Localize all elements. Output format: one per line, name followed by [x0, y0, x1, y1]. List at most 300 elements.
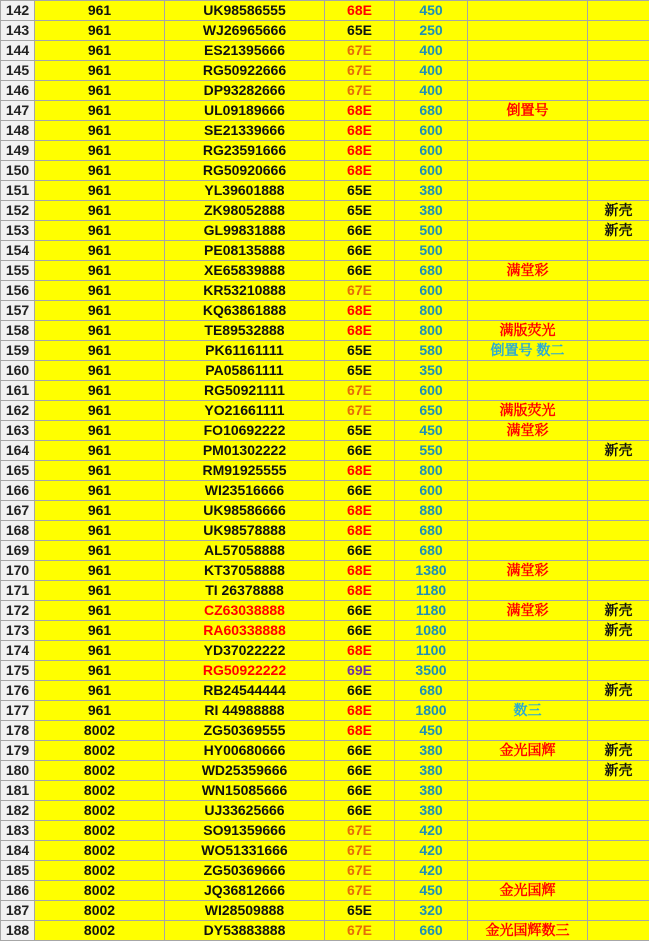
price-cell[interactable]: 650 [395, 401, 468, 421]
feature-cell[interactable] [468, 121, 588, 141]
feature-cell[interactable]: 满版荧光 [468, 321, 588, 341]
series-cell[interactable]: 961 [35, 461, 165, 481]
feature-cell[interactable] [468, 221, 588, 241]
feature-cell[interactable] [468, 541, 588, 561]
price-cell[interactable]: 880 [395, 501, 468, 521]
series-cell[interactable]: 961 [35, 321, 165, 341]
feature-cell[interactable]: 金光国辉 [468, 881, 588, 901]
serial-cell[interactable]: WJ26965666 [165, 21, 325, 41]
row-number[interactable]: 165 [1, 461, 35, 481]
series-cell[interactable]: 961 [35, 161, 165, 181]
serial-cell[interactable]: UJ33625666 [165, 801, 325, 821]
feature-cell[interactable] [468, 281, 588, 301]
grade-cell[interactable]: 66E [325, 441, 395, 461]
series-cell[interactable]: 961 [35, 661, 165, 681]
row-number[interactable]: 182 [1, 801, 35, 821]
price-cell[interactable]: 250 [395, 21, 468, 41]
price-cell[interactable]: 1800 [395, 701, 468, 721]
price-cell[interactable]: 420 [395, 841, 468, 861]
grade-cell[interactable]: 68E [325, 301, 395, 321]
note-cell[interactable] [588, 401, 649, 421]
serial-cell[interactable]: WD25359666 [165, 761, 325, 781]
feature-cell[interactable]: 倒置号 数二 [468, 341, 588, 361]
feature-cell[interactable]: 满堂彩 [468, 601, 588, 621]
series-cell[interactable]: 961 [35, 1, 165, 21]
grade-cell[interactable]: 67E [325, 861, 395, 881]
series-cell[interactable]: 961 [35, 301, 165, 321]
note-cell[interactable] [588, 921, 649, 941]
serial-cell[interactable]: ZG50369666 [165, 861, 325, 881]
note-cell[interactable] [588, 561, 649, 581]
serial-cell[interactable]: ZK98052888 [165, 201, 325, 221]
row-number[interactable]: 150 [1, 161, 35, 181]
row-number[interactable]: 174 [1, 641, 35, 661]
price-cell[interactable]: 1100 [395, 641, 468, 661]
price-cell[interactable]: 420 [395, 861, 468, 881]
serial-cell[interactable]: WN15085666 [165, 781, 325, 801]
price-cell[interactable]: 380 [395, 781, 468, 801]
grade-cell[interactable]: 67E [325, 381, 395, 401]
grade-cell[interactable]: 68E [325, 321, 395, 341]
grade-cell[interactable]: 66E [325, 761, 395, 781]
price-cell[interactable]: 3500 [395, 661, 468, 681]
grade-cell[interactable]: 66E [325, 741, 395, 761]
series-cell[interactable]: 8002 [35, 801, 165, 821]
serial-cell[interactable]: CZ63038888 [165, 601, 325, 621]
serial-cell[interactable]: KT37058888 [165, 561, 325, 581]
feature-cell[interactable] [468, 381, 588, 401]
serial-cell[interactable]: RA60338888 [165, 621, 325, 641]
price-cell[interactable]: 380 [395, 201, 468, 221]
series-cell[interactable]: 961 [35, 181, 165, 201]
note-cell[interactable] [588, 101, 649, 121]
serial-cell[interactable]: UK98586666 [165, 501, 325, 521]
note-cell[interactable] [588, 501, 649, 521]
series-cell[interactable]: 8002 [35, 901, 165, 921]
serial-cell[interactable]: RG50920666 [165, 161, 325, 181]
row-number[interactable]: 156 [1, 281, 35, 301]
note-cell[interactable] [588, 841, 649, 861]
row-number[interactable]: 157 [1, 301, 35, 321]
feature-cell[interactable] [468, 61, 588, 81]
grade-cell[interactable]: 67E [325, 881, 395, 901]
serial-cell[interactable]: FO10692222 [165, 421, 325, 441]
row-number[interactable]: 176 [1, 681, 35, 701]
note-cell[interactable] [588, 641, 649, 661]
note-cell[interactable]: 新壳 [588, 441, 649, 461]
feature-cell[interactable] [468, 681, 588, 701]
series-cell[interactable]: 961 [35, 121, 165, 141]
row-number[interactable]: 160 [1, 361, 35, 381]
serial-cell[interactable]: JQ36812666 [165, 881, 325, 901]
feature-cell[interactable] [468, 521, 588, 541]
serial-cell[interactable]: PM01302222 [165, 441, 325, 461]
note-cell[interactable] [588, 901, 649, 921]
grade-cell[interactable]: 68E [325, 521, 395, 541]
price-cell[interactable]: 450 [395, 1, 468, 21]
row-number[interactable]: 149 [1, 141, 35, 161]
series-cell[interactable]: 8002 [35, 861, 165, 881]
note-cell[interactable] [588, 121, 649, 141]
serial-cell[interactable]: GL99831888 [165, 221, 325, 241]
serial-cell[interactable]: TE89532888 [165, 321, 325, 341]
feature-cell[interactable]: 数三 [468, 701, 588, 721]
series-cell[interactable]: 961 [35, 501, 165, 521]
row-number[interactable]: 148 [1, 121, 35, 141]
row-number[interactable]: 155 [1, 261, 35, 281]
grade-cell[interactable]: 66E [325, 781, 395, 801]
serial-cell[interactable]: WI23516666 [165, 481, 325, 501]
note-cell[interactable] [588, 481, 649, 501]
feature-cell[interactable]: 满堂彩 [468, 261, 588, 281]
price-cell[interactable]: 1380 [395, 561, 468, 581]
series-cell[interactable]: 961 [35, 621, 165, 641]
series-cell[interactable]: 961 [35, 421, 165, 441]
grade-cell[interactable]: 65E [325, 361, 395, 381]
grade-cell[interactable]: 66E [325, 621, 395, 641]
feature-cell[interactable] [468, 161, 588, 181]
grade-cell[interactable]: 65E [325, 901, 395, 921]
feature-cell[interactable] [468, 781, 588, 801]
grade-cell[interactable]: 65E [325, 201, 395, 221]
grade-cell[interactable]: 68E [325, 461, 395, 481]
note-cell[interactable] [588, 361, 649, 381]
feature-cell[interactable] [468, 461, 588, 481]
row-number[interactable]: 161 [1, 381, 35, 401]
row-number[interactable]: 153 [1, 221, 35, 241]
feature-cell[interactable] [468, 481, 588, 501]
grade-cell[interactable]: 68E [325, 101, 395, 121]
serial-cell[interactable]: UL09189666 [165, 101, 325, 121]
serial-cell[interactable]: RM91925555 [165, 461, 325, 481]
price-cell[interactable]: 580 [395, 341, 468, 361]
note-cell[interactable] [588, 581, 649, 601]
row-number[interactable]: 144 [1, 41, 35, 61]
note-cell[interactable] [588, 261, 649, 281]
note-cell[interactable]: 新壳 [588, 741, 649, 761]
feature-cell[interactable] [468, 141, 588, 161]
series-cell[interactable]: 961 [35, 261, 165, 281]
row-number[interactable]: 177 [1, 701, 35, 721]
serial-cell[interactable]: RG50922666 [165, 61, 325, 81]
note-cell[interactable] [588, 241, 649, 261]
grade-cell[interactable]: 66E [325, 481, 395, 501]
note-cell[interactable]: 新壳 [588, 681, 649, 701]
row-number[interactable]: 185 [1, 861, 35, 881]
series-cell[interactable]: 961 [35, 681, 165, 701]
price-cell[interactable]: 350 [395, 361, 468, 381]
row-number[interactable]: 172 [1, 601, 35, 621]
note-cell[interactable] [588, 461, 649, 481]
serial-cell[interactable]: YL39601888 [165, 181, 325, 201]
series-cell[interactable]: 961 [35, 81, 165, 101]
row-number[interactable]: 175 [1, 661, 35, 681]
grade-cell[interactable]: 66E [325, 241, 395, 261]
series-cell[interactable]: 961 [35, 361, 165, 381]
feature-cell[interactable] [468, 801, 588, 821]
series-cell[interactable]: 961 [35, 561, 165, 581]
serial-cell[interactable]: KQ63861888 [165, 301, 325, 321]
feature-cell[interactable] [468, 901, 588, 921]
grade-cell[interactable]: 68E [325, 501, 395, 521]
row-number[interactable]: 169 [1, 541, 35, 561]
price-cell[interactable]: 450 [395, 881, 468, 901]
series-cell[interactable]: 961 [35, 41, 165, 61]
row-number[interactable]: 163 [1, 421, 35, 441]
series-cell[interactable]: 961 [35, 441, 165, 461]
feature-cell[interactable] [468, 201, 588, 221]
serial-cell[interactable]: WI28509888 [165, 901, 325, 921]
row-number[interactable]: 170 [1, 561, 35, 581]
feature-cell[interactable]: 满堂彩 [468, 561, 588, 581]
note-cell[interactable] [588, 721, 649, 741]
note-cell[interactable]: 新壳 [588, 621, 649, 641]
feature-cell[interactable]: 金光国辉 [468, 741, 588, 761]
row-number[interactable]: 183 [1, 821, 35, 841]
row-number[interactable]: 173 [1, 621, 35, 641]
note-cell[interactable] [588, 381, 649, 401]
feature-cell[interactable] [468, 581, 588, 601]
grade-cell[interactable]: 68E [325, 581, 395, 601]
serial-cell[interactable]: KR53210888 [165, 281, 325, 301]
price-cell[interactable]: 600 [395, 481, 468, 501]
serial-cell[interactable]: ES21395666 [165, 41, 325, 61]
serial-cell[interactable]: DP93282666 [165, 81, 325, 101]
grade-cell[interactable]: 65E [325, 181, 395, 201]
note-cell[interactable] [588, 141, 649, 161]
row-number[interactable]: 159 [1, 341, 35, 361]
serial-cell[interactable]: YD37022222 [165, 641, 325, 661]
series-cell[interactable]: 961 [35, 241, 165, 261]
grade-cell[interactable]: 67E [325, 61, 395, 81]
series-cell[interactable]: 8002 [35, 761, 165, 781]
note-cell[interactable] [588, 301, 649, 321]
row-number[interactable]: 147 [1, 101, 35, 121]
price-cell[interactable]: 450 [395, 721, 468, 741]
feature-cell[interactable] [468, 361, 588, 381]
note-cell[interactable]: 新壳 [588, 601, 649, 621]
grade-cell[interactable]: 66E [325, 601, 395, 621]
grade-cell[interactable]: 69E [325, 661, 395, 681]
serial-cell[interactable]: RB24544444 [165, 681, 325, 701]
series-cell[interactable]: 8002 [35, 841, 165, 861]
row-number[interactable]: 166 [1, 481, 35, 501]
row-number[interactable]: 167 [1, 501, 35, 521]
grade-cell[interactable]: 66E [325, 681, 395, 701]
grade-cell[interactable]: 68E [325, 641, 395, 661]
grade-cell[interactable]: 67E [325, 81, 395, 101]
row-number[interactable]: 184 [1, 841, 35, 861]
serial-cell[interactable]: PA05861111 [165, 361, 325, 381]
serial-cell[interactable]: RG50922222 [165, 661, 325, 681]
note-cell[interactable] [588, 521, 649, 541]
grade-cell[interactable]: 68E [325, 141, 395, 161]
price-cell[interactable]: 380 [395, 761, 468, 781]
serial-cell[interactable]: WO51331666 [165, 841, 325, 861]
note-cell[interactable] [588, 341, 649, 361]
row-number[interactable]: 164 [1, 441, 35, 461]
price-cell[interactable]: 380 [395, 181, 468, 201]
feature-cell[interactable]: 金光国辉数三 [468, 921, 588, 941]
feature-cell[interactable]: 满版荧光 [468, 401, 588, 421]
feature-cell[interactable] [468, 81, 588, 101]
grade-cell[interactable]: 68E [325, 1, 395, 21]
row-number[interactable]: 143 [1, 21, 35, 41]
price-cell[interactable]: 550 [395, 441, 468, 461]
note-cell[interactable] [588, 41, 649, 61]
price-cell[interactable]: 800 [395, 301, 468, 321]
row-number[interactable]: 154 [1, 241, 35, 261]
price-cell[interactable]: 380 [395, 741, 468, 761]
note-cell[interactable] [588, 421, 649, 441]
price-cell[interactable]: 380 [395, 801, 468, 821]
feature-cell[interactable] [468, 441, 588, 461]
row-number[interactable]: 180 [1, 761, 35, 781]
feature-cell[interactable] [468, 41, 588, 61]
series-cell[interactable]: 961 [35, 221, 165, 241]
grade-cell[interactable]: 67E [325, 281, 395, 301]
feature-cell[interactable] [468, 181, 588, 201]
series-cell[interactable]: 961 [35, 521, 165, 541]
price-cell[interactable]: 1080 [395, 621, 468, 641]
row-number[interactable]: 142 [1, 1, 35, 21]
grade-cell[interactable]: 68E [325, 161, 395, 181]
note-cell[interactable] [588, 181, 649, 201]
note-cell[interactable] [588, 661, 649, 681]
serial-cell[interactable]: RG50921111 [165, 381, 325, 401]
price-cell[interactable]: 320 [395, 901, 468, 921]
grade-cell[interactable]: 68E [325, 721, 395, 741]
series-cell[interactable]: 961 [35, 381, 165, 401]
note-cell[interactable] [588, 161, 649, 181]
price-cell[interactable]: 680 [395, 521, 468, 541]
feature-cell[interactable] [468, 861, 588, 881]
feature-cell[interactable] [468, 761, 588, 781]
series-cell[interactable]: 8002 [35, 741, 165, 761]
price-cell[interactable]: 680 [395, 681, 468, 701]
row-number[interactable]: 179 [1, 741, 35, 761]
row-number[interactable]: 168 [1, 521, 35, 541]
grade-cell[interactable]: 67E [325, 841, 395, 861]
serial-cell[interactable]: YO21661111 [165, 401, 325, 421]
series-cell[interactable]: 961 [35, 581, 165, 601]
note-cell[interactable] [588, 61, 649, 81]
feature-cell[interactable] [468, 661, 588, 681]
feature-cell[interactable] [468, 501, 588, 521]
series-cell[interactable]: 8002 [35, 881, 165, 901]
serial-cell[interactable]: RG23591666 [165, 141, 325, 161]
grade-cell[interactable]: 65E [325, 341, 395, 361]
price-cell[interactable]: 680 [395, 261, 468, 281]
note-cell[interactable] [588, 21, 649, 41]
price-cell[interactable]: 800 [395, 461, 468, 481]
price-cell[interactable]: 600 [395, 381, 468, 401]
serial-cell[interactable]: UK98586555 [165, 1, 325, 21]
feature-cell[interactable] [468, 301, 588, 321]
grade-cell[interactable]: 68E [325, 561, 395, 581]
note-cell[interactable] [588, 281, 649, 301]
price-cell[interactable]: 420 [395, 821, 468, 841]
price-cell[interactable]: 400 [395, 41, 468, 61]
series-cell[interactable]: 8002 [35, 781, 165, 801]
serial-cell[interactable]: HY00680666 [165, 741, 325, 761]
series-cell[interactable]: 961 [35, 101, 165, 121]
row-number[interactable]: 151 [1, 181, 35, 201]
grade-cell[interactable]: 68E [325, 701, 395, 721]
grade-cell[interactable]: 66E [325, 541, 395, 561]
note-cell[interactable] [588, 861, 649, 881]
series-cell[interactable]: 961 [35, 401, 165, 421]
feature-cell[interactable] [468, 821, 588, 841]
grade-cell[interactable]: 66E [325, 801, 395, 821]
serial-cell[interactable]: UK98578888 [165, 521, 325, 541]
row-number[interactable]: 162 [1, 401, 35, 421]
series-cell[interactable]: 961 [35, 281, 165, 301]
price-cell[interactable]: 600 [395, 281, 468, 301]
series-cell[interactable]: 961 [35, 21, 165, 41]
feature-cell[interactable] [468, 1, 588, 21]
note-cell[interactable]: 新壳 [588, 201, 649, 221]
price-cell[interactable]: 400 [395, 81, 468, 101]
series-cell[interactable]: 961 [35, 61, 165, 81]
row-number[interactable]: 187 [1, 901, 35, 921]
serial-cell[interactable]: PE08135888 [165, 241, 325, 261]
grade-cell[interactable]: 67E [325, 821, 395, 841]
grade-cell[interactable]: 68E [325, 121, 395, 141]
note-cell[interactable]: 新壳 [588, 761, 649, 781]
series-cell[interactable]: 961 [35, 601, 165, 621]
feature-cell[interactable] [468, 621, 588, 641]
series-cell[interactable]: 961 [35, 701, 165, 721]
grade-cell[interactable]: 67E [325, 921, 395, 941]
row-number[interactable]: 158 [1, 321, 35, 341]
price-cell[interactable]: 600 [395, 161, 468, 181]
row-number[interactable]: 188 [1, 921, 35, 941]
price-cell[interactable]: 1180 [395, 581, 468, 601]
serial-cell[interactable]: SO91359666 [165, 821, 325, 841]
feature-cell[interactable] [468, 241, 588, 261]
note-cell[interactable] [588, 1, 649, 21]
price-cell[interactable]: 660 [395, 921, 468, 941]
note-cell[interactable]: 新壳 [588, 221, 649, 241]
price-cell[interactable]: 600 [395, 141, 468, 161]
row-number[interactable]: 186 [1, 881, 35, 901]
series-cell[interactable]: 961 [35, 341, 165, 361]
price-cell[interactable]: 1180 [395, 601, 468, 621]
serial-cell[interactable]: AL57058888 [165, 541, 325, 561]
series-cell[interactable]: 8002 [35, 821, 165, 841]
row-number[interactable]: 178 [1, 721, 35, 741]
row-number[interactable]: 146 [1, 81, 35, 101]
serial-cell[interactable]: DY53883888 [165, 921, 325, 941]
note-cell[interactable] [588, 821, 649, 841]
feature-cell[interactable] [468, 21, 588, 41]
series-cell[interactable]: 961 [35, 641, 165, 661]
grade-cell[interactable]: 67E [325, 401, 395, 421]
note-cell[interactable] [588, 881, 649, 901]
price-cell[interactable]: 680 [395, 541, 468, 561]
serial-cell[interactable]: TI 26378888 [165, 581, 325, 601]
feature-cell[interactable]: 满堂彩 [468, 421, 588, 441]
row-number[interactable]: 145 [1, 61, 35, 81]
price-cell[interactable]: 500 [395, 221, 468, 241]
grade-cell[interactable]: 65E [325, 421, 395, 441]
feature-cell[interactable]: 倒置号 [468, 101, 588, 121]
series-cell[interactable]: 961 [35, 201, 165, 221]
grade-cell[interactable]: 65E [325, 21, 395, 41]
note-cell[interactable] [588, 81, 649, 101]
price-cell[interactable]: 400 [395, 61, 468, 81]
